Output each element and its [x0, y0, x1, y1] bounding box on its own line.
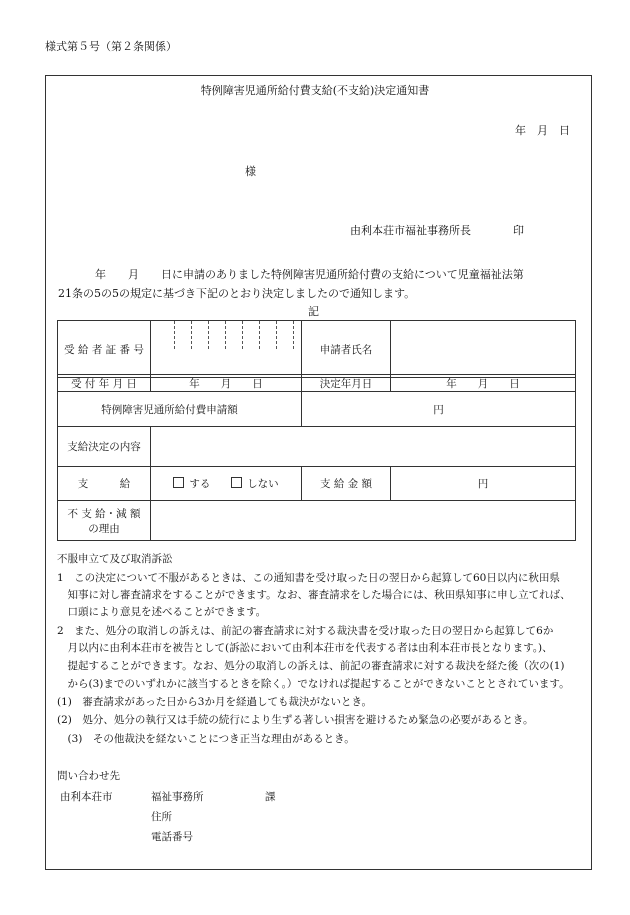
date-line: 年 月 日: [515, 124, 570, 137]
yen-unit: 円: [433, 403, 444, 416]
document-title: 特例障害児通所給付費支給(不支給)決定通知書: [200, 84, 430, 97]
decision-table: [57, 374, 576, 541]
payment-amount-field[interactable]: [391, 467, 576, 501]
option-no-checkbox[interactable]: [231, 477, 242, 488]
contact-city: 由利本荘市: [60, 791, 113, 803]
reason-label-line-1: 不 支 給・減 額: [67, 507, 141, 520]
recipient-honorific: 様: [245, 165, 256, 178]
recipient-number-label: 受 給 者 証 番 号: [58, 321, 151, 378]
appeal-line: 1 この決定について不服があるときは、この通知書を受け取った日の翌日から起算して60日以内に秋田県: [57, 572, 560, 584]
decision-date-field[interactable]: 年 月 日: [391, 375, 576, 392]
claim-amount-label: 特例障害児通所給付費申請額: [58, 392, 302, 427]
reason-label: [58, 501, 151, 541]
decision-content-label: 支給決定の内容: [58, 427, 151, 467]
yen-unit: 円: [477, 478, 489, 490]
option-yes-checkbox[interactable]: [173, 477, 184, 488]
issuer-name: 由利本荘市福祉事務所長: [350, 224, 471, 237]
option-no-label: しない: [247, 478, 279, 490]
appeal-line: (3) その他裁決を経ないことにつき正当な理由があるとき。: [57, 733, 355, 745]
received-date-field[interactable]: 年 月 日: [151, 375, 302, 392]
intro-line-1: 年 月 日に申請のありました特例障害児通所給付費の支給について児童福祉法第: [95, 268, 524, 281]
reason-label-line-2: の理由: [88, 522, 120, 535]
applicant-name-label: 申請者氏名: [302, 321, 391, 378]
payment-amount-label: 支 給 金 額: [302, 467, 391, 501]
applicant-name-field[interactable]: [391, 321, 576, 378]
form-id: 様式第５号（第２条関係）: [45, 40, 177, 53]
appeal-line: から(3)までのいずれかに該当するときを除く。）でなければ提起することができないこととされています。: [57, 678, 570, 690]
appeal-line: 提起することができます。なお、処分の取消しの訴えは、前記の審査請求に対する裁決を経た後（次の(1): [57, 660, 565, 672]
appeal-line: 2 また、処分の取消しの訴えは、前記の審査請求に対する裁決書を受け取った日の翌日から起算して6か: [57, 625, 554, 637]
contact-phone: 電話番号: [151, 831, 193, 843]
recipient-table: [57, 320, 576, 378]
appeal-heading: 不服申立て及び取消訴訟: [57, 553, 173, 565]
reason-field[interactable]: [151, 501, 576, 541]
claim-amount-field[interactable]: [302, 392, 576, 427]
option-yes-label: する: [189, 478, 211, 490]
contact-office: 福祉事務所: [151, 791, 204, 803]
recipient-number-boxes[interactable]: [151, 321, 302, 378]
payment-label: 支 給: [58, 467, 151, 501]
appeal-line: 月以内に由利本荘市を被告として(訴訟において由利本荘市を代表する者は由利本荘市長となります。)、: [57, 642, 553, 654]
contact-heading: 問い合わせ先: [57, 770, 120, 782]
appeal-line: (1) 審査請求があった日から3か月を経過しても裁決がないとき。: [57, 696, 373, 708]
ki-label: 記: [308, 305, 319, 318]
contact-address: 住所: [151, 811, 172, 823]
intro-line-2: 21条の5の5の規定に基づき下記のとおり決定しましたので通知します。: [58, 287, 416, 300]
appeal-line: 知事に対し審査請求をすることができます。なお、審査請求をした場合には、秋田県知事に申し立てれば、: [57, 589, 571, 601]
payment-options: [151, 467, 302, 501]
decision-date-label: 決定年月日: [302, 375, 391, 392]
appeal-line: (2) 処分、処分の執行又は手続の続行により生ずる著しい損害を避けるため緊急の必要があるとき。: [57, 714, 534, 726]
appeal-line: 口頭により意見を述べることができます。: [57, 606, 267, 618]
decision-content-field[interactable]: [151, 427, 576, 467]
contact-section: 課: [265, 791, 276, 803]
received-date-label: 受 付 年 月 日: [58, 375, 151, 392]
seal-mark: 印: [513, 224, 524, 237]
